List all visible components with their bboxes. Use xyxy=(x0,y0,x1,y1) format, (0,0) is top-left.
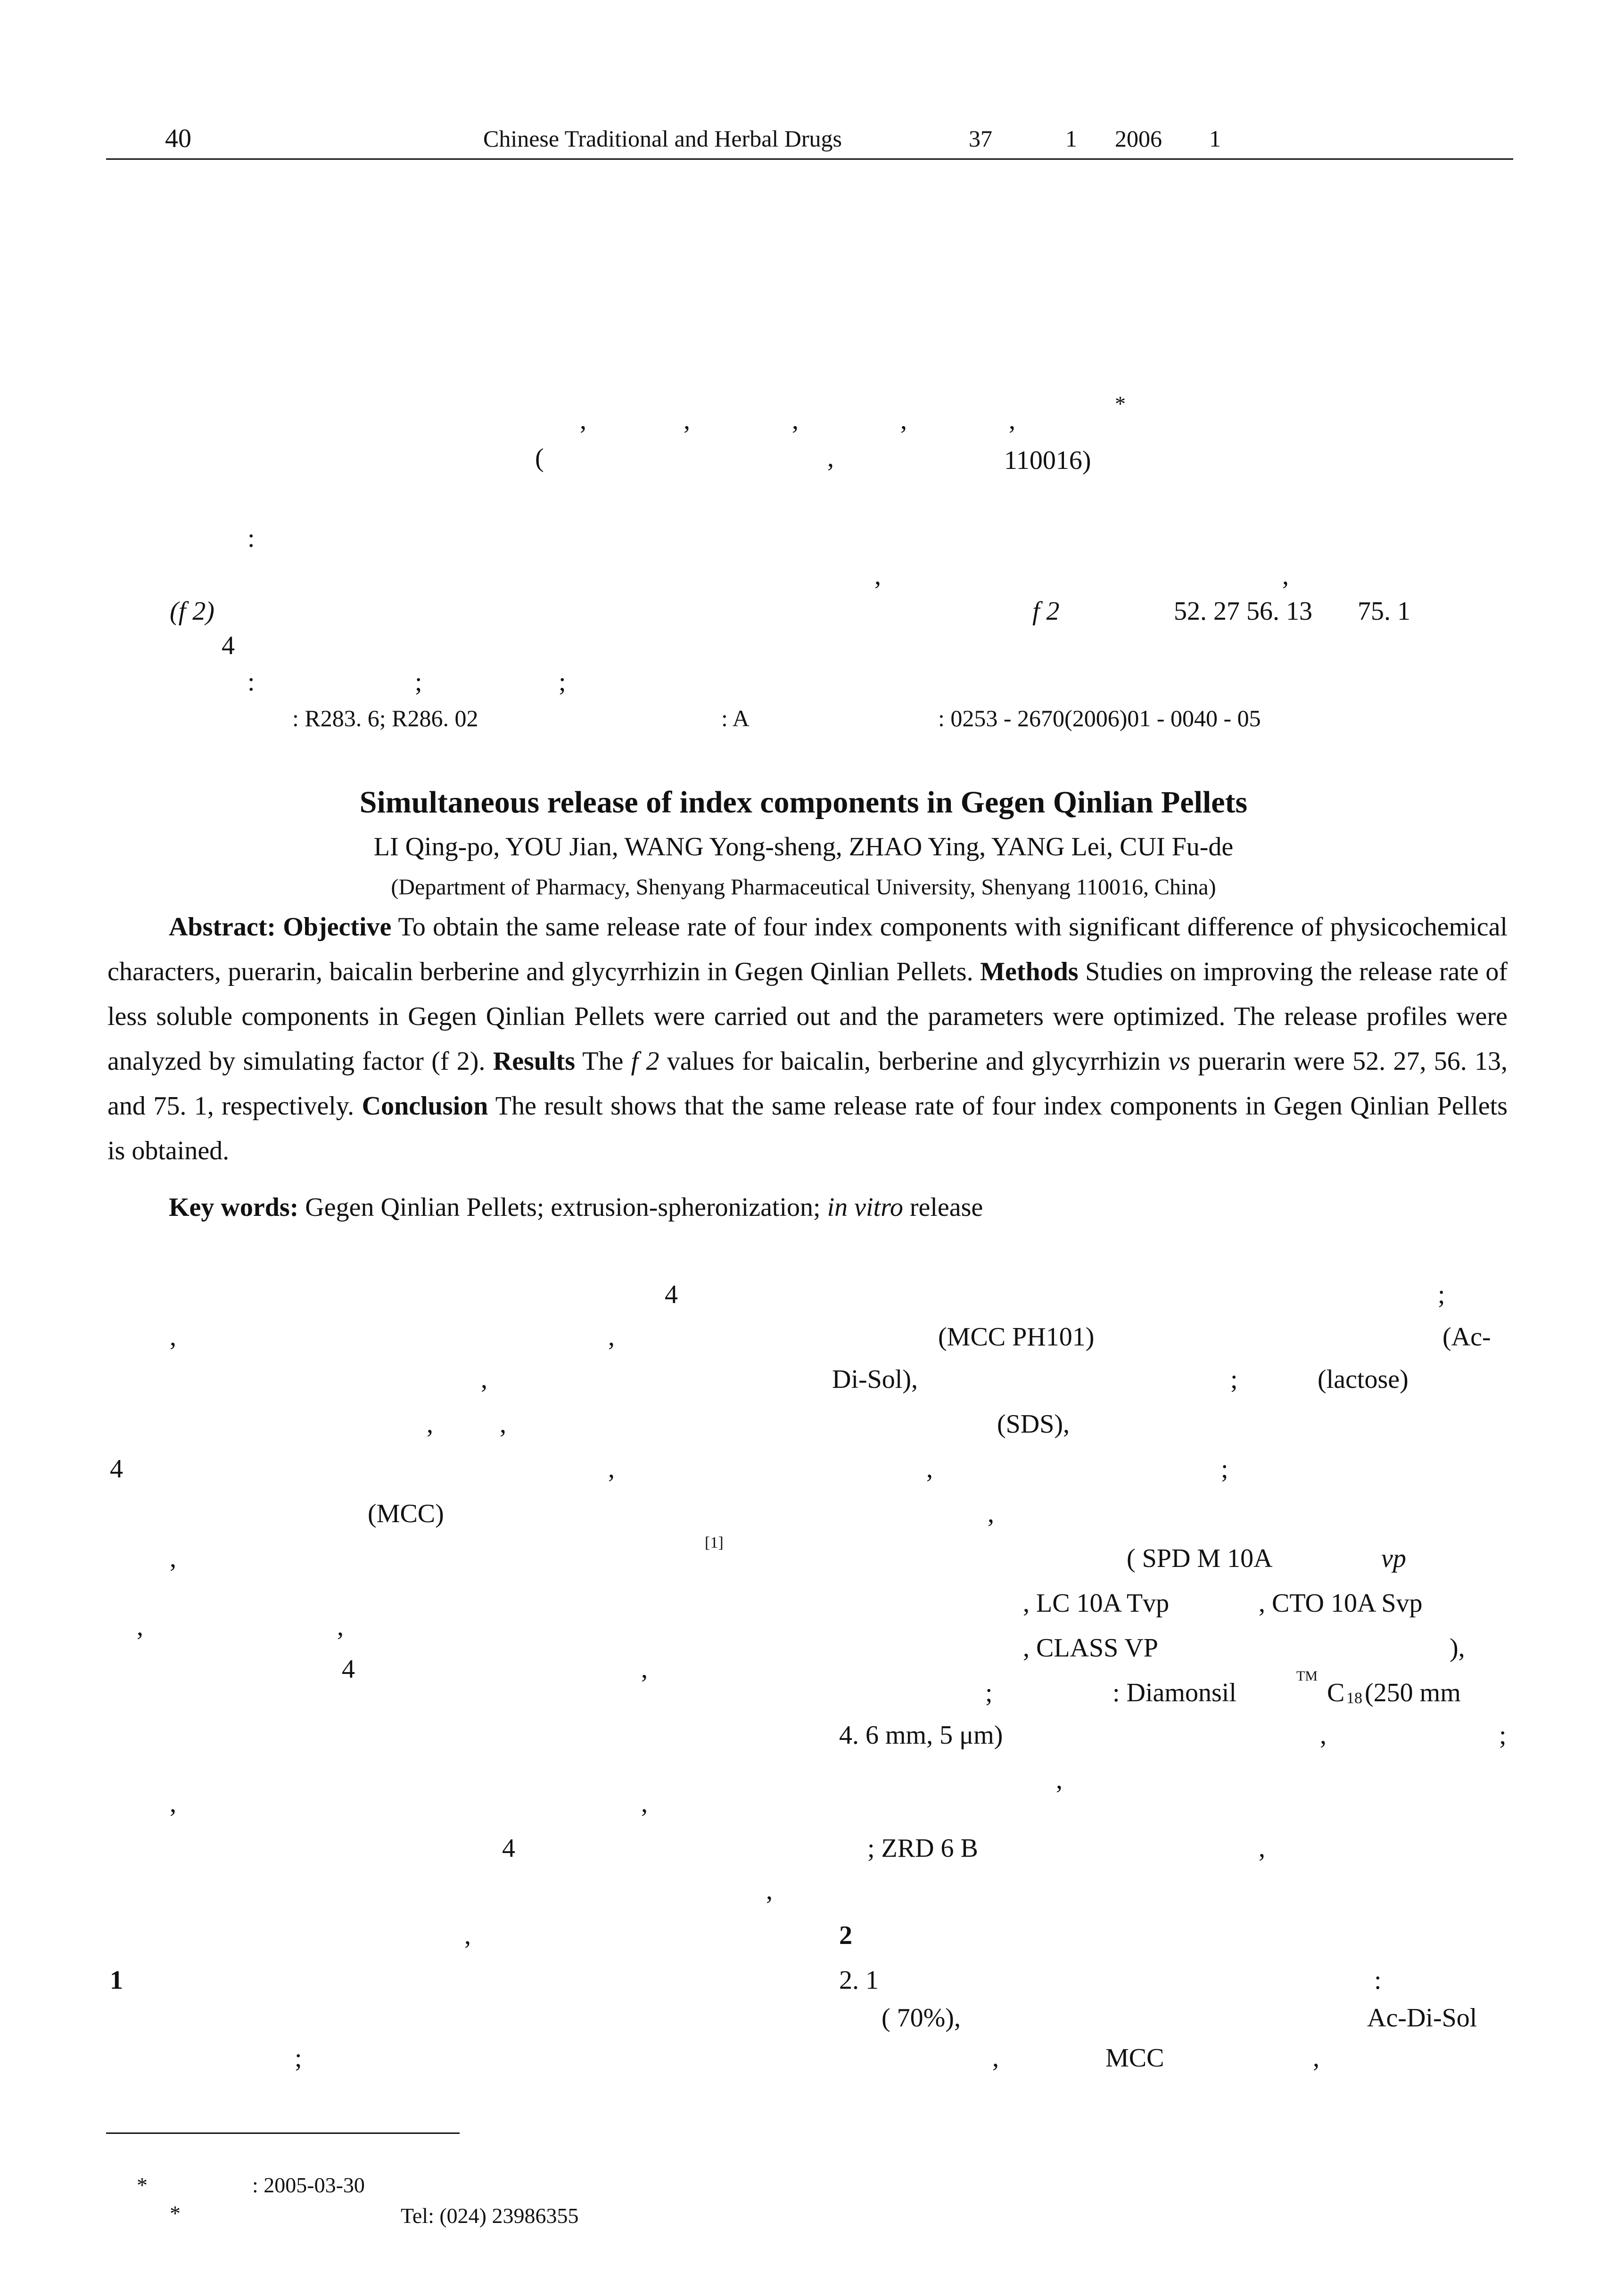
left-frag-ref: [1] xyxy=(705,1534,724,1551)
page-number: 40 xyxy=(165,124,191,153)
footnote-received-mark: * xyxy=(137,2173,148,2197)
section-2-1-heading: 2. 1 xyxy=(839,1966,879,1995)
abstract-en xyxy=(107,905,1508,1173)
left-frag-20: , xyxy=(464,1921,471,1950)
author-comma-2: , xyxy=(684,406,690,435)
right-frag-18: : Diamonsil xyxy=(1113,1678,1236,1707)
keywords-cn-sep-1: ; xyxy=(415,667,422,697)
left-frag-16: , xyxy=(170,1789,176,1818)
right-frag-c: C xyxy=(1327,1678,1345,1707)
affiliation-en: (Department of Pharmacy, Shenyang Pharmaceutical University, Shenyang 110016, China) xyxy=(391,875,1216,900)
methods-label: Methods xyxy=(980,957,1079,986)
right-frag-6: (lactose) xyxy=(1318,1365,1409,1394)
left-frag-6: , xyxy=(500,1410,506,1439)
keywords-italic: in vitro xyxy=(827,1193,903,1222)
journal-name: Chinese Traditional and Herbal Drugs xyxy=(483,125,842,152)
abstract-label: Abstract: xyxy=(169,912,276,942)
left-frag-7: 4 xyxy=(110,1454,123,1484)
footnote-contact-mark: * xyxy=(170,2201,181,2225)
right-frag-13: , LC 10A Tvp xyxy=(1023,1589,1170,1618)
right-frag-15: , CLASS VP xyxy=(1023,1633,1158,1663)
section-2-heading: 2 xyxy=(839,1921,852,1950)
conclusion-text: The result shows that the same release rate of four index components in Gegen Qinlian Pellets is obtained. xyxy=(107,1091,1508,1165)
right-frag-9: ; xyxy=(1221,1454,1228,1484)
abstract-cn-comma-1: , xyxy=(874,561,881,590)
right-frag-28: , xyxy=(992,2043,999,2073)
right-frag-4: Di-Sol), xyxy=(832,1365,918,1394)
left-frag-1: 4 xyxy=(665,1280,678,1309)
article-id: : 0253 - 2670(2006)01 - 0040 - 05 xyxy=(938,705,1261,731)
author-comma-4: , xyxy=(900,406,907,435)
footnote-received: : 2005-03-30 xyxy=(252,2173,365,2197)
abstract-cn-colon: : xyxy=(247,524,255,553)
keywords-cn-sep-2: ; xyxy=(559,667,566,697)
results-vs: vs xyxy=(1168,1047,1190,1076)
footnote-tel: Tel: (024) 23986355 xyxy=(401,2204,579,2228)
right-frag-26: ( 70%), xyxy=(882,2003,961,2033)
left-frag-13: , xyxy=(337,1612,344,1641)
right-frag-30: , xyxy=(1313,2043,1319,2073)
header-rule xyxy=(106,158,1513,160)
left-frag-18: 4 xyxy=(502,1834,515,1863)
right-frag-12: vp xyxy=(1381,1544,1406,1573)
affiliation-comma: , xyxy=(827,443,834,473)
author-comma-5: , xyxy=(1009,406,1015,435)
right-frag-24: , xyxy=(1259,1834,1265,1863)
right-frag-19: 4. 6 mm, 5 μm) xyxy=(839,1721,1003,1750)
left-frag-3: , xyxy=(608,1322,615,1352)
left-frag-8: , xyxy=(608,1454,615,1484)
journal-year: 2006 xyxy=(1115,125,1162,152)
right-frag-21: ; xyxy=(1499,1721,1507,1750)
keywords-cn-colon: : xyxy=(247,667,255,697)
keywords-text: Gegen Qinlian Pellets; extrusion-spheronization; xyxy=(305,1193,821,1222)
right-frag-17: ; xyxy=(985,1678,993,1707)
corresponding-asterisk: * xyxy=(1115,392,1126,416)
left-frag-19: , xyxy=(766,1876,773,1905)
document-code: : A xyxy=(721,705,750,731)
title-en: Simultaneous release of index components in Gegen Qinlian Pellets xyxy=(359,785,1248,820)
keywords-label: Key words: xyxy=(169,1193,299,1222)
journal-issue: 1 xyxy=(1065,125,1077,152)
right-frag-10: , xyxy=(988,1499,994,1528)
affiliation-postcode: 110016) xyxy=(1004,446,1091,475)
journal-month: 1 xyxy=(1209,125,1221,152)
right-frag-5: ; xyxy=(1230,1365,1238,1394)
left-frag-2: , xyxy=(170,1322,176,1352)
right-frag-23: ; ZRD 6 B xyxy=(867,1834,978,1863)
journal-volume: 37 xyxy=(969,125,992,152)
methods-text: Studies on improving the release rate of less soluble components in Gegen Qinlian Pellets were carried out and the parameters were optimized. The release profiles were analyzed by simulating factor (f 2). xyxy=(107,957,1508,1076)
right-frag-2: (MCC PH101) xyxy=(938,1322,1095,1352)
footnote-rule xyxy=(106,2132,460,2134)
abstract-cn-value-3: 75. 1 xyxy=(1358,597,1410,626)
right-frag-3: (Ac- xyxy=(1442,1322,1491,1352)
left-frag-9: (MCC) xyxy=(368,1499,444,1528)
right-frag-tm: TM xyxy=(1296,1668,1318,1684)
objective-text: To obtain the same release rate of four index components with significant difference of physicochemical characters, puerarin, baicalin berberine and glycyrrhizin in Gegen Qinlian Pellets. xyxy=(107,912,1508,986)
right-frag-22: , xyxy=(1056,1765,1063,1795)
conclusion-label: Conclusion xyxy=(362,1091,488,1121)
abstract-cn-count: 4 xyxy=(222,631,235,660)
left-frag-14: 4 xyxy=(342,1655,355,1684)
left-frag-4: , xyxy=(481,1365,487,1394)
left-frag-15: , xyxy=(641,1655,648,1684)
keywords-tail: release xyxy=(909,1193,983,1222)
right-frag-7: (SDS), xyxy=(997,1410,1070,1439)
right-frag-8: , xyxy=(926,1454,933,1484)
right-frag-1: ; xyxy=(1438,1280,1445,1309)
author-comma-3: , xyxy=(792,406,799,435)
classification-number: : R283. 6; R286. 02 xyxy=(292,705,478,731)
right-frag-27: Ac-Di-Sol xyxy=(1367,2003,1477,2033)
right-frag-11: ( SPD M 10A xyxy=(1127,1544,1273,1573)
authors-en: LI Qing-po, YOU Jian, WANG Yong-sheng, ZHAO Ying, YANG Lei, CUI Fu-de xyxy=(373,832,1234,861)
right-frag-25: : xyxy=(1374,1966,1382,1995)
results-pre: The xyxy=(582,1047,624,1076)
right-frag-16: ), xyxy=(1450,1633,1465,1663)
right-frag-20: , xyxy=(1320,1721,1327,1750)
left-frag-12: , xyxy=(137,1612,143,1641)
results-label: Results xyxy=(493,1047,575,1076)
abstract-cn-comma-2: , xyxy=(1282,561,1289,590)
abstract-cn-values: 52. 27 56. 13 xyxy=(1174,597,1312,626)
keywords-en xyxy=(169,1192,983,1222)
results-mid: values for baicalin, berberine and glycyrrhizin xyxy=(667,1047,1161,1076)
objective-label: Objective xyxy=(283,912,392,942)
section-1-heading: 1 xyxy=(110,1966,123,1995)
author-comma-1: , xyxy=(580,406,586,435)
right-frag-14: , CTO 10A Svp xyxy=(1259,1589,1423,1618)
abstract-cn-f2-paren: (f 2) xyxy=(170,597,214,626)
left-frag-17: , xyxy=(641,1789,648,1818)
left-frag-5: , xyxy=(427,1410,433,1439)
affiliation-open-paren: ( xyxy=(535,443,544,473)
right-frag-col: (250 mm xyxy=(1365,1678,1461,1707)
left-frag-22: ; xyxy=(295,2043,302,2073)
right-frag-29: MCC xyxy=(1105,2043,1164,2073)
right-frag-18sub: 18 xyxy=(1346,1689,1362,1707)
results-post: puerarin were 52. 27, 56. 13, and 75. 1, respectively. xyxy=(107,1047,1508,1121)
left-frag-10: , xyxy=(170,1544,176,1573)
results-f2: f 2 xyxy=(631,1047,659,1076)
abstract-cn-f2: f 2 xyxy=(1032,597,1060,626)
